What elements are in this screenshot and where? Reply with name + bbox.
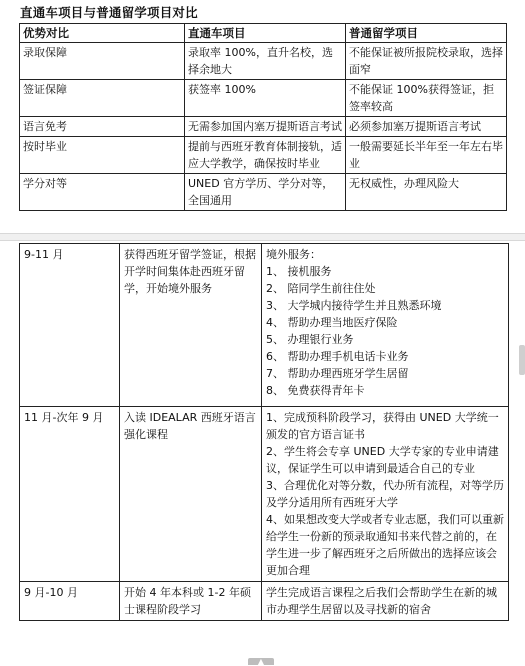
regular-cell: 一般需要延长半年至一年左右毕业 [346, 137, 507, 174]
direct-cell: 获签率 100% [185, 80, 346, 117]
detail-line: 4、 帮助办理当地医疗保险 [266, 316, 398, 329]
document-title: 直通车项目与普通留学项目对比 [20, 5, 198, 20]
comparison-header-row [20, 24, 507, 43]
detail-line: 1、 接机服务 [266, 265, 332, 278]
detail-line: 境外服务： [266, 248, 321, 261]
page-separator [0, 233, 525, 241]
row-label: 按时毕业 [20, 137, 185, 174]
page-expand-handle[interactable]: ▲ [248, 658, 274, 665]
row-label: 学分对等 [20, 174, 185, 211]
detail-line: 8、 免费获得青年卡 [266, 384, 365, 397]
table-row [20, 244, 509, 407]
detail-line: 2、学生将会专享 UNED 大学专家的专业申请建议，保证学生可以申请到最适合自己的专业 [266, 445, 499, 475]
details-cell [262, 407, 509, 582]
table-row [20, 80, 507, 117]
detail-line: 学生完成语言课程之后我们会帮助学生在新的城市办理学生居留以及寻找新的宿舍 [266, 586, 497, 616]
table-row [20, 174, 507, 211]
details-cell [262, 582, 509, 621]
table-row [20, 137, 507, 174]
direct-cell: UNED 官方学历、学分对等，全国通用 [185, 174, 346, 211]
stage-cell: 获得西班牙留学签证，根据开学时间集体赴西班牙留学，开始境外服务 [120, 244, 262, 407]
regular-cell: 不能保证 100%获得签证，拒签率较高 [346, 80, 507, 117]
detail-line: 3、 大学城内接待学生并且熟悉环境 [266, 299, 442, 312]
regular-cell: 不能保证被所报院校录取，选择面窄 [346, 43, 507, 80]
table-row [20, 117, 507, 137]
stage-cell: 入读 IDEALAR 西班牙语言强化课程 [120, 407, 262, 582]
direct-cell: 提前与西班牙教育体制接轨，适应大学教学，确保按时毕业 [185, 137, 346, 174]
direct-cell: 录取率 100%，直升名校，选择余地大 [185, 43, 346, 80]
period-cell: 9-11 月 [20, 244, 120, 407]
detail-line: 2、 陪同学生前往住处 [266, 282, 376, 295]
detail-line: 3、合理优化对等分数，代办所有流程，对等学历及学分适用所有西班牙大学 [266, 479, 504, 509]
period-cell: 11 月-次年 9 月 [20, 407, 120, 582]
detail-line: 6、 帮助办理手机电话卡业务 [266, 350, 409, 363]
row-label: 语言免考 [20, 117, 185, 137]
detail-line: 7、 帮助办理西班牙学生居留 [266, 367, 409, 380]
vertical-scroll-handle[interactable] [519, 345, 525, 375]
period-cell: 9 月-10 月 [20, 582, 120, 621]
details-cell [262, 244, 509, 407]
table-row [20, 407, 509, 582]
row-label: 签证保障 [20, 80, 185, 117]
table-row [20, 582, 509, 621]
direct-cell: 无需参加国内塞万提斯语言考试 [185, 117, 346, 137]
header-regular-program: 普通留学项目 [346, 24, 507, 43]
detail-line: 1、完成预科阶段学习，获得由 UNED 大学统一颁发的官方语言证书 [266, 411, 499, 441]
header-advantage: 优势对比 [20, 24, 185, 43]
header-direct-program: 直通车项目 [185, 24, 346, 43]
regular-cell: 必须参加塞万提斯语言考试 [346, 117, 507, 137]
comparison-table [19, 23, 507, 211]
detail-line: 5、 办理银行业务 [266, 333, 354, 346]
table-row [20, 43, 507, 80]
detail-line: 4、如果想改变大学或者专业志愿，我们可以重新给学生一份新的预录取通知书来代替之前的，在学生进一步了解西班牙之后所做出的选择应该会更加合理 [266, 513, 504, 577]
regular-cell: 无权威性，办理风险大 [346, 174, 507, 211]
row-label: 录取保障 [20, 43, 185, 80]
stage-cell: 开始 4 年本科或 1-2 年硕士课程阶段学习 [120, 582, 262, 621]
schedule-table [19, 243, 509, 621]
